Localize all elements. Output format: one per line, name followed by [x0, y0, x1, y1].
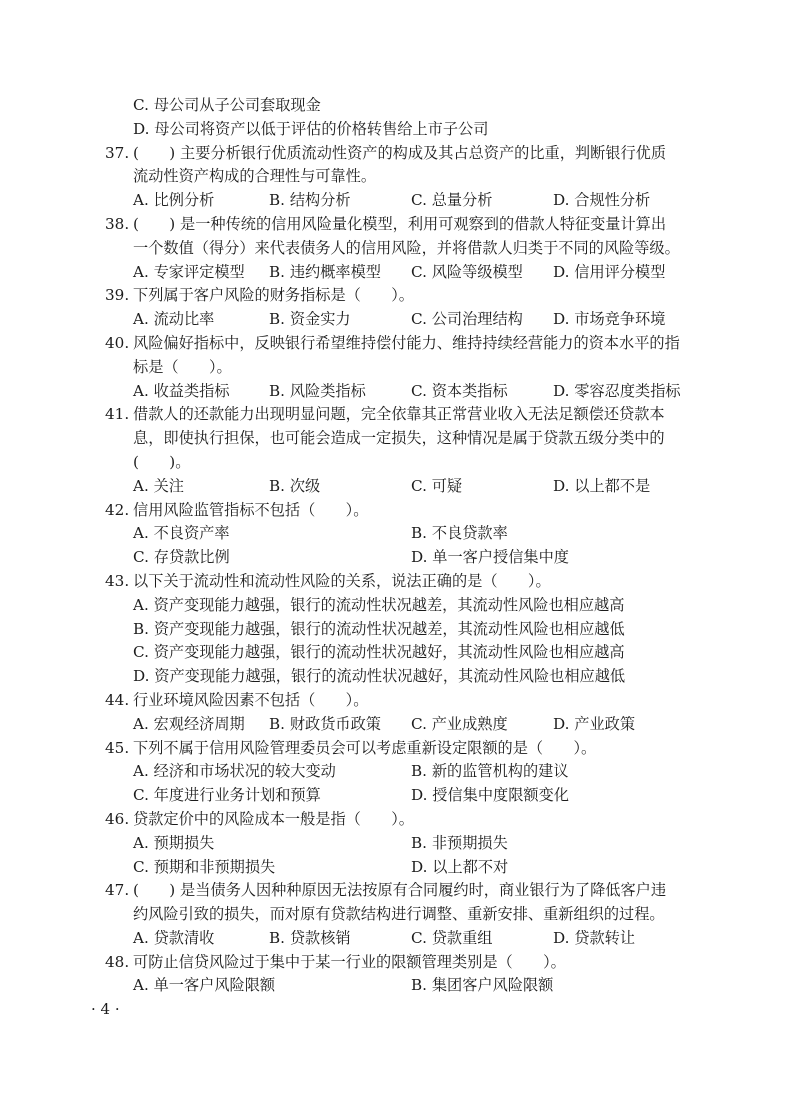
question-number: 47. [105, 881, 130, 900]
text-line [105, 237, 685, 261]
answer-option: C. 资本类指标 [411, 381, 508, 400]
answer-option: C. 贷款重组 [411, 928, 493, 947]
question-text: 以下关于流动性和流动性风险的关系，说法正确的是（ ）。 [133, 571, 551, 590]
question-number: 38. [105, 214, 130, 233]
question-number: 44. [105, 690, 130, 709]
answer-option: D. 信用评分模型 [553, 262, 666, 281]
answer-option: C. 可疑 [411, 476, 463, 495]
question-text: 行业环境风险因素不包括（ ）。 [133, 690, 369, 709]
question-stem-line [105, 332, 685, 356]
question-number: 40. [105, 333, 130, 352]
line-text: 一个数值（得分）来代表债务人的信用风险，并将借款人归类于不同的风险等级。 [133, 238, 680, 257]
question-stem-line [105, 879, 685, 903]
options-row [105, 760, 685, 784]
question-stem-line [105, 142, 685, 166]
options-row [105, 784, 685, 808]
answer-option: A. 不良资产率 [133, 524, 230, 543]
text-line [105, 118, 685, 142]
question-text: 下列不属于信用风险管理委员会可以考虑重新设定限额的是（ ）。 [133, 738, 597, 757]
text-line [105, 356, 685, 380]
question-stem-line [105, 403, 685, 427]
answer-option: B. 贷款核销 [269, 928, 351, 947]
question-text: 风险偏好指标中，反映银行希望维持偿付能力、维持持续经营能力的资本水平的指 [133, 333, 680, 352]
question-number: 42. [105, 500, 130, 519]
question-stem-line [105, 737, 685, 761]
answer-option: B. 不良贷款率 [411, 524, 508, 543]
answer-option: B. 违约概率模型 [269, 262, 381, 281]
answer-option: D. 零容忍度类指标 [553, 381, 681, 400]
line-text: C. 母公司从子公司套取现金 [133, 96, 321, 114]
answer-option: D. 合规性分析 [553, 191, 651, 210]
line-text: D. 母公司将资产以低于评估的价格转售给上市子公司 [133, 119, 489, 138]
question-number: 37. [105, 143, 130, 162]
answer-option: A. 关注 [133, 476, 184, 495]
answer-option: A. 专家评定模型 [133, 262, 245, 281]
answer-option: B. 结构分析 [269, 191, 351, 210]
text-line [105, 665, 685, 689]
options-row [105, 546, 685, 570]
line-text: 流动性资产构成的合理性与可靠性。 [133, 167, 376, 186]
question-stem-line [105, 570, 685, 594]
answer-option: D. 以上都不是 [553, 476, 651, 495]
answer-option: D. 授信集中度限额变化 [411, 786, 569, 805]
answer-option: C. 公司治理结构 [411, 310, 523, 329]
options-row [105, 261, 685, 285]
question-number: 41. [105, 405, 130, 424]
question-text: 可防止信贷风险过于集中于某一行业的限额管理类别是（ ）。 [133, 952, 566, 971]
line-text: A. 资产变现能力越强，银行的流动性状况越差，其流动性风险也相应越高 [133, 595, 625, 614]
answer-option: D. 以上都不对 [411, 857, 509, 876]
options-row [105, 380, 685, 404]
answer-option: B. 次级 [269, 476, 321, 495]
question-text: ( ) 主要分析银行优质流动性资产的构成及其占总资产的比重，判断银行优质 [133, 143, 667, 162]
question-stem-line [105, 808, 685, 832]
options-row [105, 713, 685, 737]
question-stem-line [105, 213, 685, 237]
text-line [105, 165, 685, 189]
question-stem-line [105, 689, 685, 713]
question-stem-line [105, 951, 685, 975]
line-text: 标是（ ）。 [133, 357, 232, 376]
question-number: 39. [105, 286, 130, 305]
question-number: 48. [105, 952, 130, 971]
answer-option: A. 贷款清收 [133, 928, 215, 947]
answer-option: C. 总量分析 [411, 191, 493, 210]
answer-option: A. 流动比率 [133, 310, 215, 329]
question-stem-line [105, 499, 685, 523]
question-text: 借款人的还款能力出现明显问题，完全依靠其正常营业收入无法足额偿还贷款本 [133, 405, 665, 424]
answer-option: A. 经济和市场状况的较大变动 [133, 762, 336, 781]
line-text: B. 资产变现能力越强，银行的流动性状况越差，其流动性风险也相应越低 [133, 619, 625, 638]
answer-option: D. 贷款转让 [553, 928, 636, 947]
answer-option: B. 资金实力 [269, 310, 351, 329]
answer-option: B. 非预期损失 [411, 833, 508, 852]
question-text: ( ) 是当债务人因种种原因无法按原有合同履约时，商业银行为了降低客户违 [133, 881, 667, 900]
answer-option: D. 产业政策 [553, 714, 636, 733]
text-line [105, 94, 685, 118]
answer-option: C. 产业成熟度 [411, 714, 508, 733]
answer-option: B. 新的监管机构的建议 [411, 762, 569, 781]
answer-option: C. 年度进行业务计划和预算 [133, 786, 321, 805]
question-text: ( ) 是一种传统的信用风险量化模型，利用可观察到的借款人特征变量计算出 [133, 214, 667, 233]
answer-option: A. 比例分析 [133, 191, 215, 210]
page-number: · 4 · [91, 1000, 120, 1018]
question-number: 46. [105, 809, 130, 828]
answer-option: A. 宏观经济周期 [133, 714, 245, 733]
answer-option: C. 预期和非预期损失 [133, 857, 276, 876]
answer-option: A. 单一客户风险限额 [133, 976, 276, 995]
answer-option: C. 风险等级模型 [411, 262, 523, 281]
line-text: 息，即使执行担保，也可能会造成一定损失，这种情况是属于贷款五级分类中的 [133, 429, 665, 448]
question-list [105, 94, 685, 998]
text-line [105, 427, 685, 451]
answer-option: B. 集团客户风险限额 [411, 976, 554, 995]
question-stem-line [105, 284, 685, 308]
text-line [105, 903, 685, 927]
options-row [105, 856, 685, 880]
answer-option: B. 风险类指标 [269, 381, 366, 400]
question-text: 信用风险监管指标不包括（ ）。 [133, 500, 369, 519]
options-row [105, 189, 685, 213]
line-text: ( )。 [133, 452, 191, 471]
answer-option: D. 单一客户授信集中度 [411, 548, 569, 567]
text-line [105, 641, 685, 665]
text-line [105, 594, 685, 618]
line-text: C. 资产变现能力越强，银行的流动性状况越好，其流动性风险也相应越高 [133, 643, 625, 662]
options-row [105, 927, 685, 951]
line-text: 约风险引致的损失，而对原有贷款结构进行调整、重新安排、重新组织的过程。 [133, 905, 665, 924]
line-text: D. 资产变现能力越强，银行的流动性状况越好，其流动性风险也相应越低 [133, 667, 626, 686]
text-line [105, 451, 685, 475]
answer-option: C. 存贷款比例 [133, 548, 230, 567]
question-text: 贷款定价中的风险成本一般是指（ ）。 [133, 809, 414, 828]
question-number: 43. [105, 571, 130, 590]
answer-option: B. 财政货币政策 [269, 714, 381, 733]
options-row [105, 832, 685, 856]
answer-option: D. 市场竞争环境 [553, 310, 666, 329]
options-row [105, 308, 685, 332]
question-text: 下列属于客户风险的财务指标是（ ）。 [133, 286, 414, 305]
options-row [105, 974, 685, 998]
options-row [105, 522, 685, 546]
text-line [105, 618, 685, 642]
options-row [105, 475, 685, 499]
answer-option: A. 预期损失 [133, 833, 215, 852]
answer-option: A. 收益类指标 [133, 381, 230, 400]
question-number: 45. [105, 738, 130, 757]
